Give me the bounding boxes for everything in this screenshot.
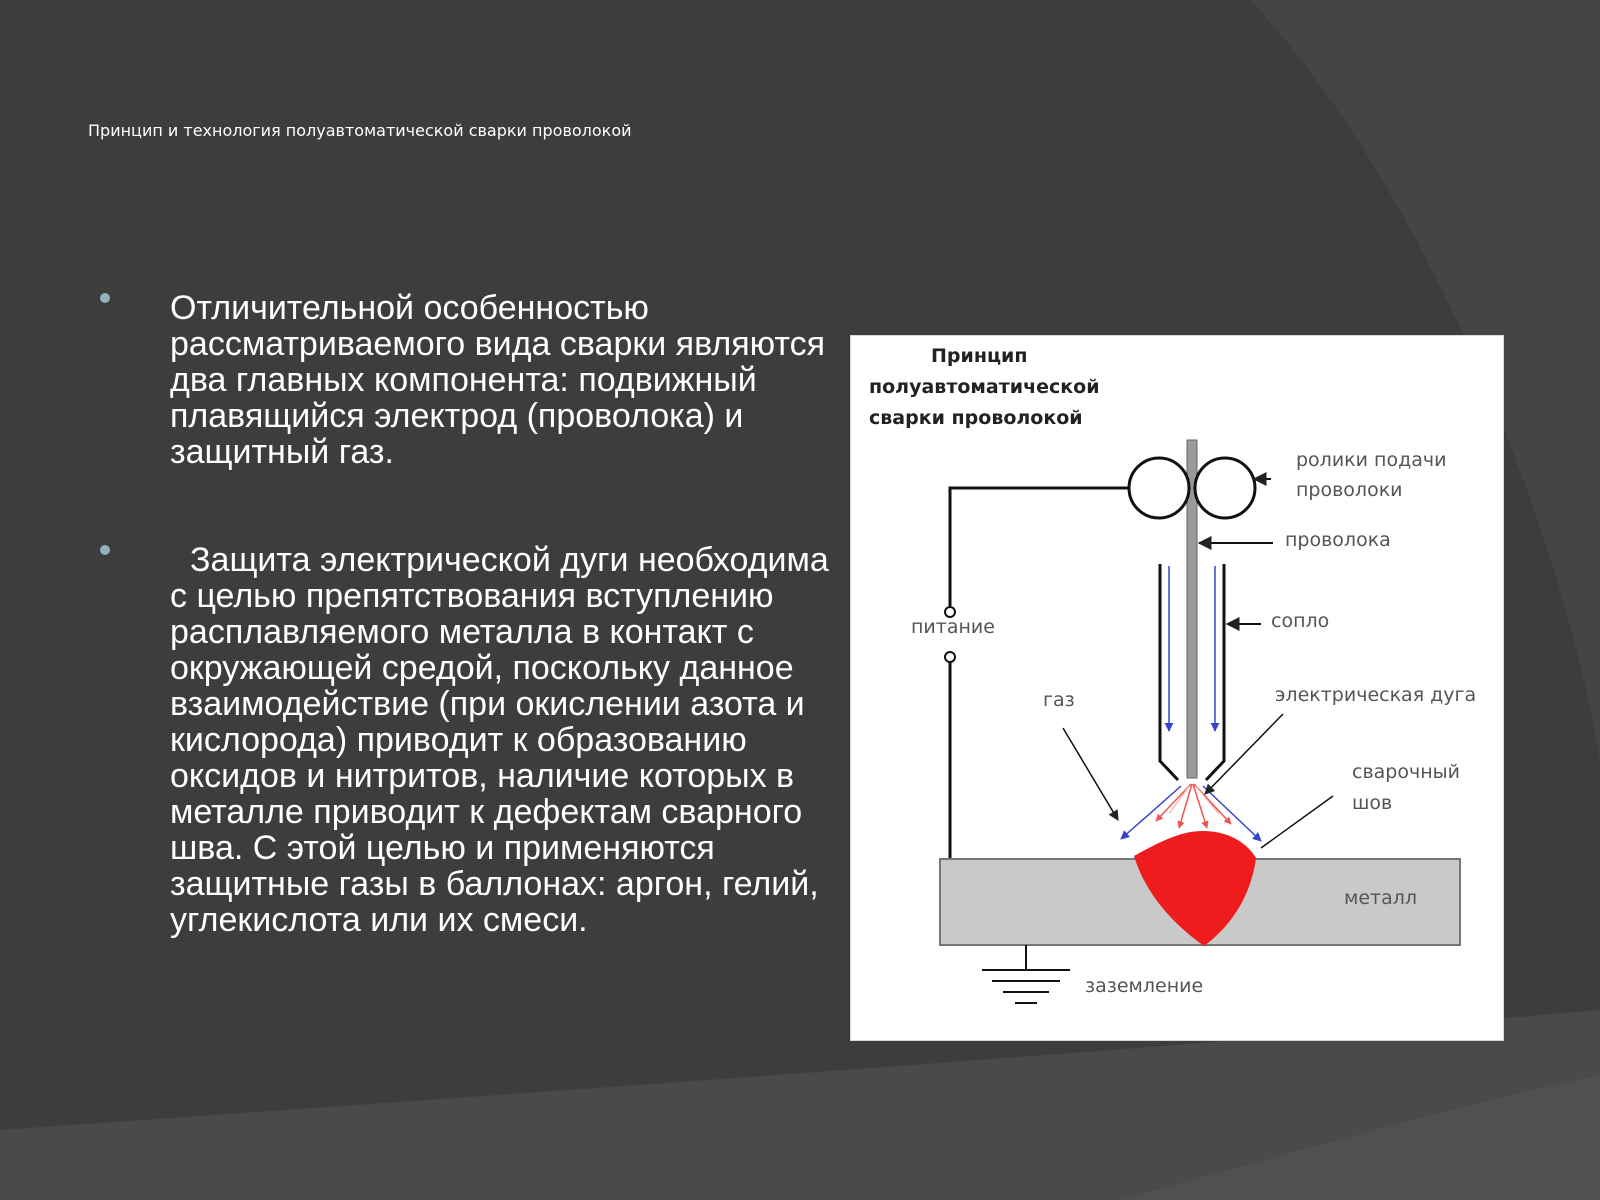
arc-spark <box>1169 786 1189 814</box>
label-weld: шов <box>1352 792 1393 814</box>
label-rollers: проволоки <box>1296 479 1403 501</box>
leader-arc <box>1205 714 1283 794</box>
label-arc: электрическая дуга <box>1275 684 1477 706</box>
diagram-title-line: сварки проволокой <box>869 407 1083 429</box>
bullet-item <box>100 542 840 938</box>
gas-spread-arrow <box>1121 786 1181 839</box>
label-weld: сварочный <box>1352 761 1460 783</box>
power-wire <box>950 488 1137 606</box>
label-wire: проволока <box>1285 529 1391 551</box>
label-gas: газ <box>1043 689 1075 711</box>
welding-diagram <box>850 335 1504 1041</box>
leader-gas <box>1063 728 1118 820</box>
label-nozzle: сопло <box>1271 610 1330 632</box>
diagram-title-line: полуавтоматической <box>869 376 1100 398</box>
bullet-list <box>100 290 840 938</box>
label-power: питание <box>911 616 995 638</box>
power-terminal <box>945 652 955 662</box>
feed-roller-left <box>1129 458 1189 518</box>
slide-title: Принцип и технология полуавтоматической сварки проволокой <box>88 121 632 140</box>
label-ground: заземление <box>1085 975 1204 997</box>
diagram-title-line: Принцип <box>931 345 1028 367</box>
label-metal: металл <box>1344 887 1418 909</box>
label-rollers: ролики подачи <box>1296 449 1447 471</box>
leader-weld <box>1261 796 1333 848</box>
bullet-marker <box>100 545 110 555</box>
bullet-marker <box>100 293 110 303</box>
bullet-text: Защита электрической дуги необходима с целью препятствования вступлению расплавляемого металла в контакт с окружающей средой, поскольку данное взаимодействие (при окислении азота и кислорода) приводит к образованию оксидов и нитритов, наличие которых в металле приводит к дефектам сварного шва. С этой целью и применяются защитные газы в баллонах: аргон, гелий, углекислота или их смеси. <box>170 541 829 939</box>
feed-roller-right <box>1195 458 1255 518</box>
bullet-item <box>100 290 840 470</box>
bullet-text: Отличительной особенностью рассматриваемого вида сварки являются два главных компонента: подвижный плавящийся электрод (проволока) и защитный газ. <box>170 289 825 471</box>
